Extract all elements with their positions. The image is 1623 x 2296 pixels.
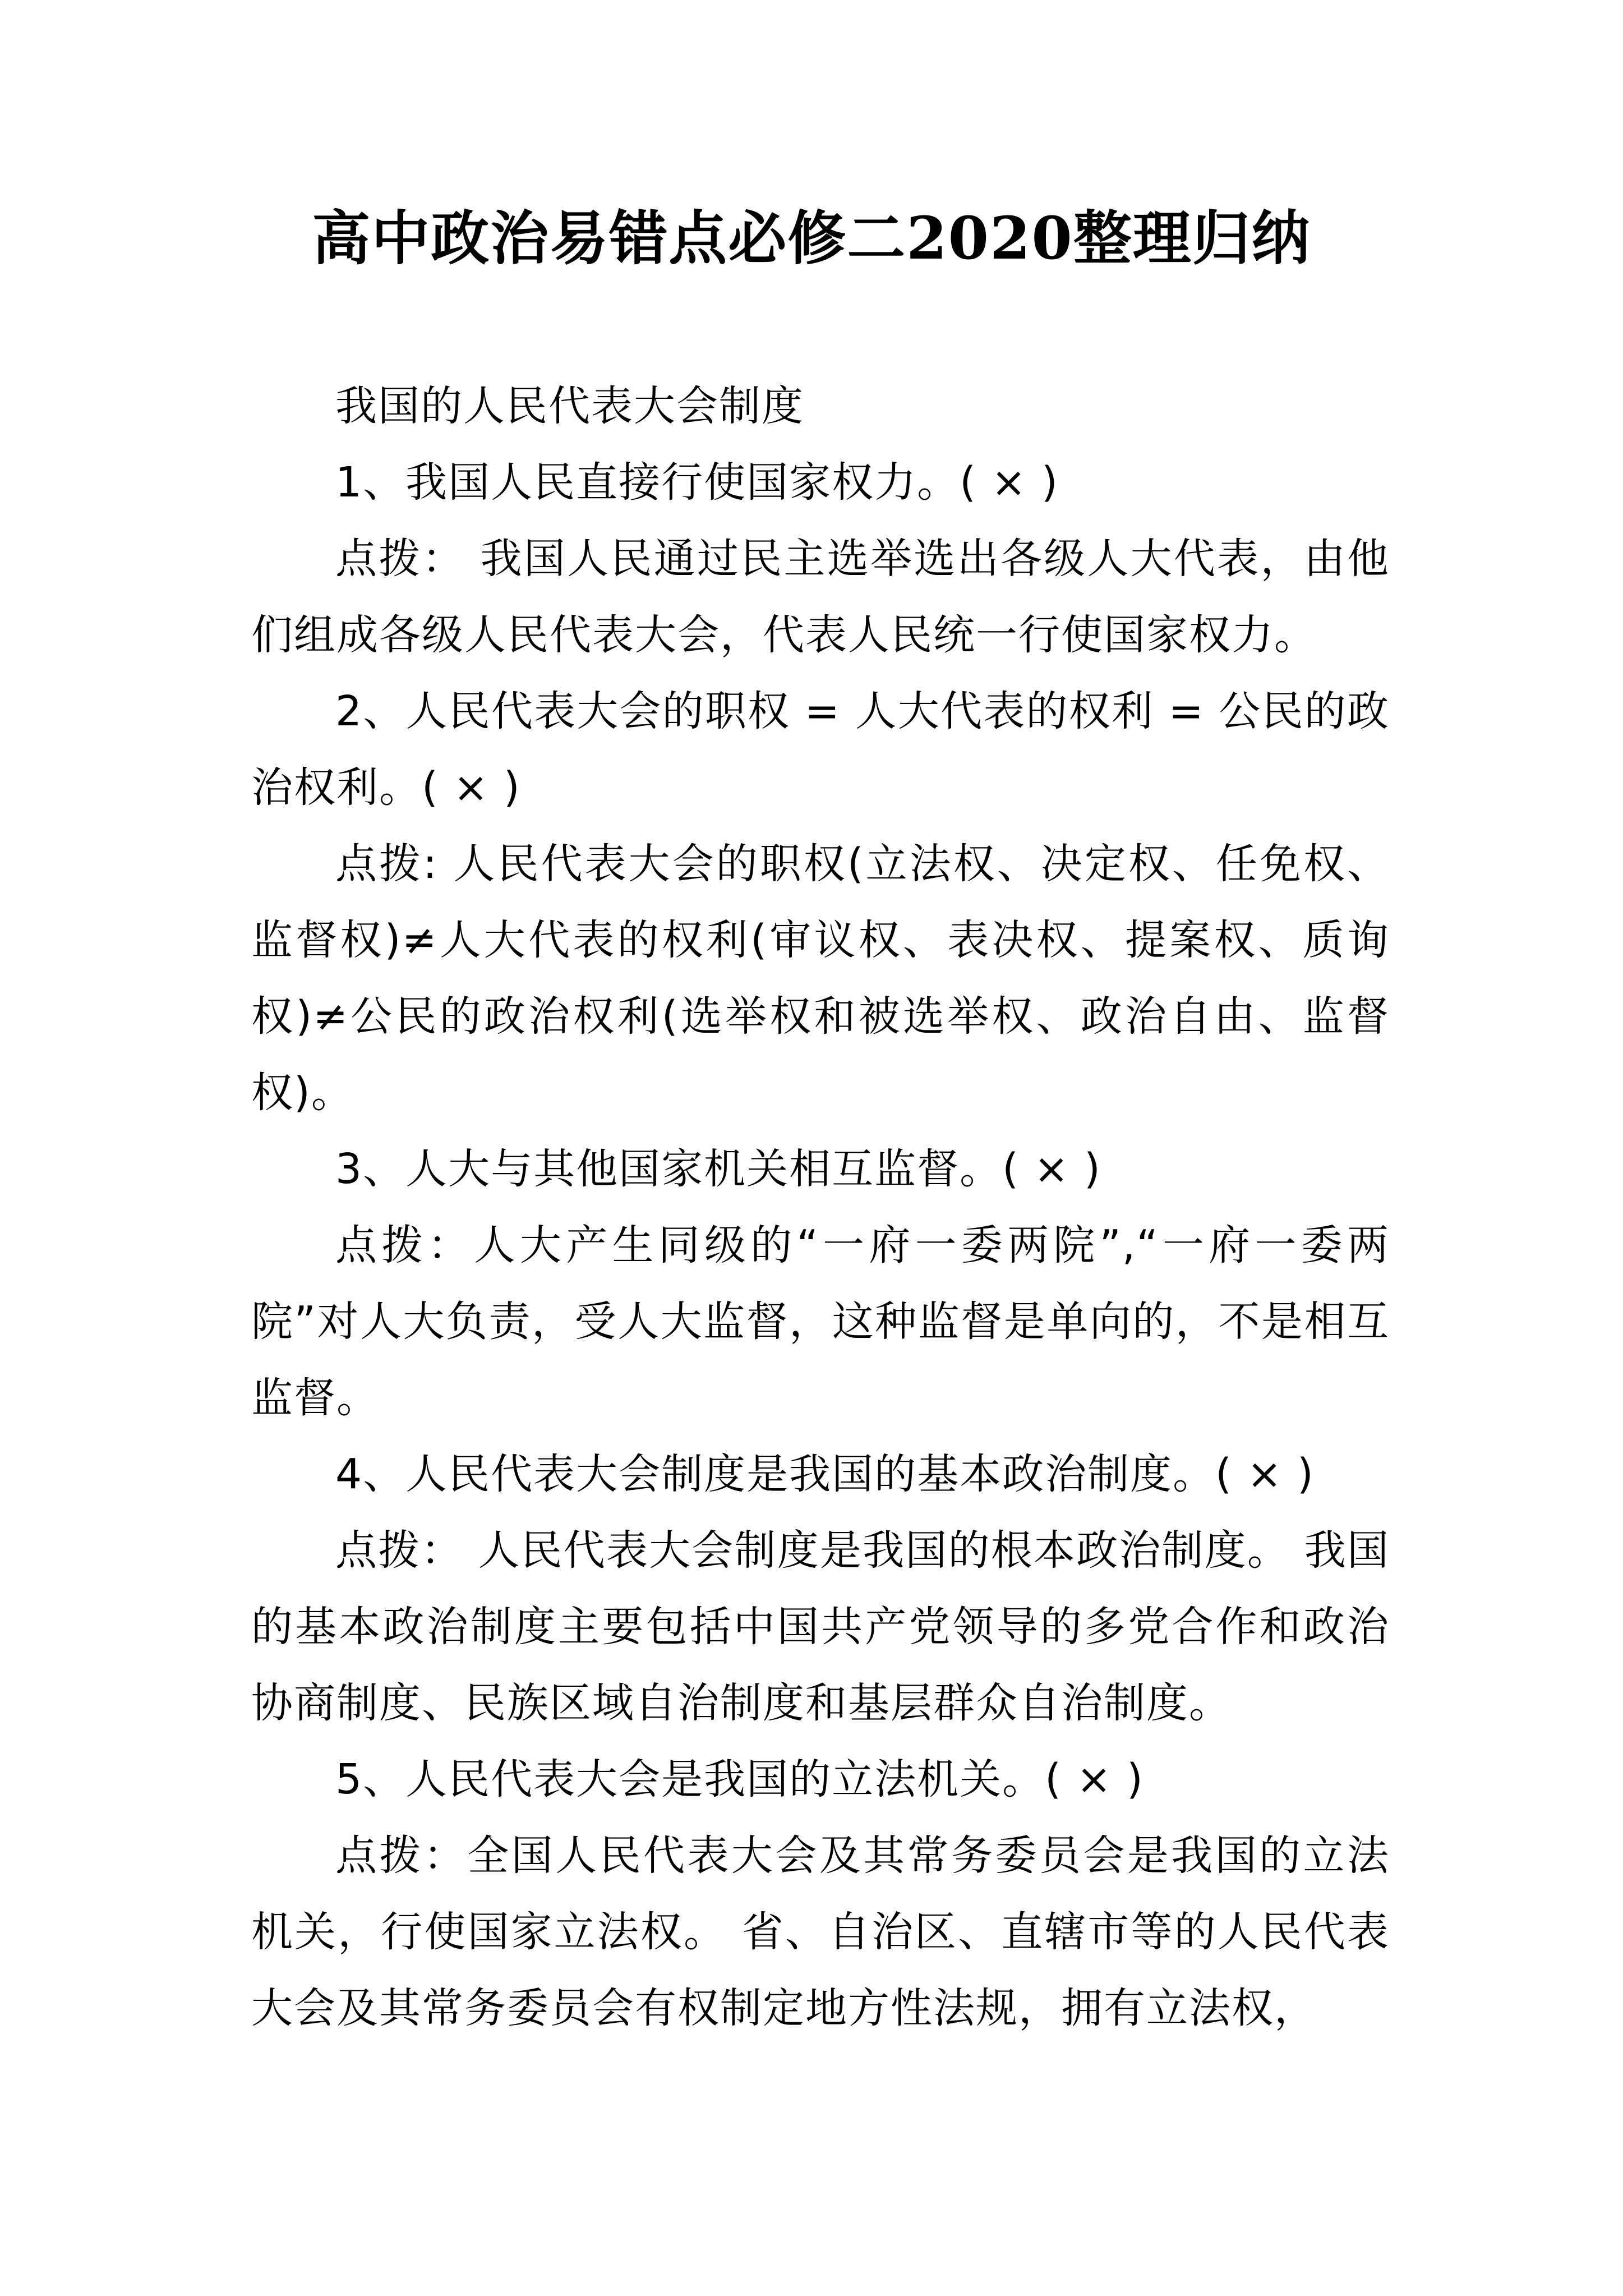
question-3: 3、人大与其他国家机关相互监督。( × ): [335, 1145, 1101, 1193]
explanation-1: 点拨： 我国人民通过民主选举选出各级人大代表，由他们组成各级人民代表大会，代表人民统一行使国家权力。: [251, 535, 1390, 659]
document-title: 高中政治易错点必修二2020整理归纳: [312, 204, 1311, 273]
explanation-2: 点拨: 人民代表大会的职权(立法权、决定权、任免权、监督权)≠人大代表的权利(审议权、表决权、提案权、质询权)≠公民的政治权利(选举权和被选举权、政治自由、监督权)。: [251, 840, 1390, 1117]
document-body: [251, 368, 1390, 2046]
question-1: 1、我国人民直接行使国家权力。( × ): [335, 458, 1059, 507]
explanation-3: 点拨：人大产生同级的“一府一委两院”,“一府一委两院”对人大负责，受人大监督，这种监督是单向的，不是相互监督。: [251, 1221, 1390, 1422]
question-4: 4、人民代表大会制度是我国的基本政治制度。( × ): [335, 1450, 1315, 1498]
explanation-4: 点拨： 人民代表大会制度是我国的根本政治制度。 我国的基本政治制度主要包括中国共产党领导的多党合作和政治协商制度、民族区域自治制度和基层群众自治制度。: [251, 1526, 1390, 1727]
explanation-5: 点拨：全国人民代表大会及其常务委员会是我国的立法机关，行使国家立法权。 省、自治区、直辖市等的人民代表大会及其常务委员会有权制定地方性法规，拥有立法权，: [251, 1832, 1390, 2032]
question-2: 2、人民代表大会的职权 = 人大代表的权利 = 公民的政治权利。( × ): [251, 687, 1390, 812]
question-5: 5、人民代表大会是我国的立法机关。( × ): [335, 1755, 1144, 1803]
section-heading: 我国的人民代表大会制度: [335, 382, 804, 430]
